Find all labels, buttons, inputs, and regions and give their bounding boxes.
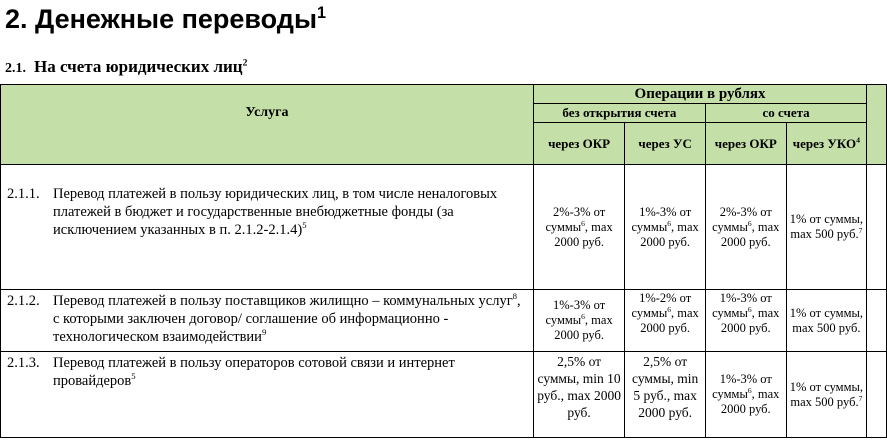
extra-cell bbox=[867, 165, 887, 290]
column-header-us: через УС bbox=[625, 123, 706, 165]
section-title: На счета юридических лиц bbox=[34, 57, 243, 76]
service-cell bbox=[1, 352, 534, 438]
fee-cell: 1%-2% от суммы$^6$, max 2000 руб. bbox=[625, 290, 706, 352]
footnote-ref: 2 bbox=[242, 57, 248, 69]
extra-column-header bbox=[867, 85, 887, 165]
fee-cell: 1% от суммы, max 500 руб.$^7$ bbox=[786, 165, 867, 290]
service-column-header: Услуга bbox=[1, 85, 534, 165]
table-row bbox=[1, 290, 887, 352]
section-heading bbox=[5, 57, 247, 77]
fee-cell: 2%-3% от суммы$^6$, max 2000 руб. bbox=[705, 165, 786, 290]
column-header-okr-account: через ОКР bbox=[705, 123, 786, 165]
fee-cell: 1% от суммы, max 500 руб.$^7$ bbox=[786, 352, 867, 438]
service-description: Перевод платежей в пользу юридических лиц, в том числе неналоговых платежей в бюджет и государственные внебюджетные фонды (за исключением указанных в п. 2.1.2-2.1.4)$^5$ bbox=[53, 186, 498, 238]
table-row bbox=[1, 165, 887, 290]
service-description: Перевод платежей в пользу поставщиков жилищно – коммунальных услуг$^8$, с которыми заключен договор/ соглашение об информационно - технологическом взаимодействии$^9$ bbox=[53, 291, 521, 345]
fee-cell: 1%-3% от суммы$^6$, max 2000 руб. bbox=[705, 352, 786, 438]
operations-header: Операции в рублях bbox=[533, 85, 866, 104]
fee-cell: 2,5% от суммы, min 10 руб., max 2000 руб. bbox=[533, 352, 625, 438]
footnote-ref: 1 bbox=[317, 4, 327, 22]
fee-cell: 1% от суммы, max 500 руб. bbox=[786, 290, 867, 352]
service-cell bbox=[1, 165, 534, 290]
extra-cell bbox=[867, 290, 887, 352]
column-header-uko: через УКО$^4$ bbox=[786, 123, 867, 165]
fee-cell: 1%-3% от суммы$^6$, max 2000 руб. bbox=[625, 165, 706, 290]
page-title bbox=[5, 4, 326, 35]
fee-cell: 1%-3% от суммы$^6$, max 2000 руб. bbox=[533, 290, 625, 352]
fee-cell: 2%-3% от суммы$^6$, max 2000 руб. bbox=[533, 165, 625, 290]
without-account-header: без открытия счета bbox=[533, 104, 705, 123]
from-account-header: со счета bbox=[705, 104, 866, 123]
page-title-text: 2. Денежные переводы bbox=[5, 4, 318, 34]
tariff-table bbox=[0, 84, 887, 438]
table-row bbox=[1, 352, 887, 438]
service-description: Перевод платежей в пользу операторов сотовой связи и интернет провайдеров$^5$ bbox=[53, 355, 455, 389]
row-code: 2.1.3. bbox=[7, 355, 40, 371]
extra-cell bbox=[867, 352, 887, 438]
column-header-okr: через ОКР bbox=[533, 123, 625, 165]
section-number: 2.1. bbox=[5, 61, 26, 76]
fee-cell: 2,5% от суммы, min 5 руб., max 2000 руб. bbox=[625, 352, 706, 438]
service-cell bbox=[1, 290, 534, 352]
row-code: 2.1.2. bbox=[7, 293, 40, 309]
row-code: 2.1.1. bbox=[7, 186, 40, 202]
fee-cell: 1%-3% от суммы$^6$, max 2000 руб. bbox=[705, 290, 786, 352]
